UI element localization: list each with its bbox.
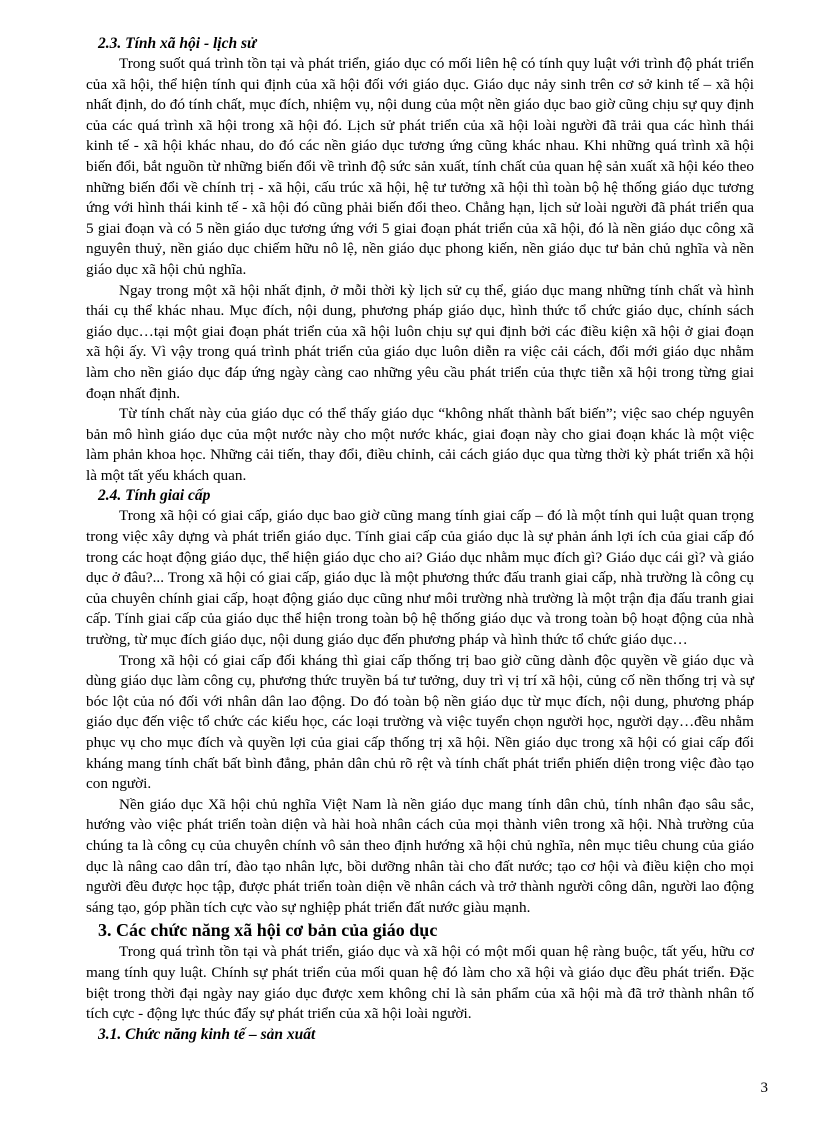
paragraph: Trong xã hội có giai cấp, giáo dục bao giờ cũng mang tính giai cấp – đó là một tính qui luật quan trọng trong việc xây dựng và phát triển giáo dục. Tính giai cấp của giáo dục là sự phản ánh lợi ích của giai cấp đó trong các hoạt động giáo dục, thể hiện giáo dục cho ai? Giáo dục nhằm mục đích gì? Giáo dục cái gì? và giáo dục ở đâu?... Trong xã hội có giai cấp, giáo dục là một phương thức đấu tranh giai cấp, nhà trường là công cụ của chuyên chính giai cấp, hoạt động giáo dục cũng như môi trường nhà trường là một trận địa đấu tranh giai cấp. Tính giai cấp của giáo dục thể hiện trong toàn bộ hệ thống giáo dục và trong toàn bộ hoạt động của nhà trường, từ mục đích giáo dục, nội dung giáo dục đến phương pháp và hình thức tổ chức giáo dục… [86, 507, 754, 649]
paragraph: Trong quá trình tồn tại và phát triển, giáo dục và xã hội có một mối quan hệ ràng buộc, tất yếu, hữu cơ mang tính quy luật. Chính sự phát triển của mối quan hệ đó làm cho xã hội và giáo dục đều phát triển. Đặc biệt trong thời đại ngày nay giáo dục được xem không chỉ là sản phẩm của xã hội mà đã trở thành nhân tố tích cực - động lực thúc đẩy sự phát triển của xã hội loài người. [86, 943, 754, 1023]
section-heading-2-4: 2.4. Tính giai cấp [98, 487, 211, 505]
paragraph: Từ tính chất này của giáo dục có thể thấy giáo dục “không nhất thành bất biến”; việc sao chép nguyên bản mô hình giáo dục của một nước này cho một nước khác, giai đoạn này cho giai đoạn khác là một việc làm phản khoa học. Những cải tiến, thay đổi, điều chỉnh, cải cách giáo dục qua từng thời kỳ phát triển xã hội là một tất yếu khách quan. [86, 405, 754, 484]
paragraph: Ngay trong một xã hội nhất định, ở mỗi thời kỳ lịch sử cụ thể, giáo dục mang những tính chất và hình thái cụ thể khác nhau. Mục đích, nội dung, phương pháp giáo dục, hình thức tổ chức giáo dục, chính sách giáo dục…tại một giai đoạn phát triển của xã hội luôn chịu sự qui định bởi các điều kiện xã hội ở giai đoạn xã hội ấy. Vì vậy trong quá trình phát triển của giáo dục luôn diễn ra việc cải cách, đổi mới giáo dục nhằm làm cho nền giáo dục đáp ứng ngày càng cao những yêu cầu phát triển của thực tiễn xã hội trong từng giai đoạn nhất định. [86, 281, 754, 402]
section-heading-3: 3. Các chức năng xã hội cơ bản của giáo dục [98, 920, 438, 941]
section-heading-2-3: 2.3. Tính xã hội - lịch sử [98, 35, 257, 52]
paragraph: Trong xã hội có giai cấp đối kháng thì giai cấp thống trị bao giờ cũng dành độc quyền về giáo dục và dùng giáo dục làm công cụ, phương thức truyền bá tư tưởng, duy trì vị trí xã hội, củng cố nền thống trị và sự bóc lột của nó đối với nhân dân lao động. Do đó toàn bộ nền giáo dục từ mục đích, nội dung, phương pháp giáo dục đến việc tổ chức các kiểu học, các loại trường và việc tuyển chọn người học, người dạy…đều nhằm phục vụ cho mục đích và quyền lợi của giai cấp thống trị xã hội. Nền giáo dục trong xã hội có giai cấp đối kháng mang tính chất bất bình đẳng, phản dân chủ rõ rệt và tính chất phát triển phiến diện trong việc đào tạo con người. [86, 651, 754, 793]
page-number: 3 [760, 1080, 768, 1096]
section-heading-3-1: 3.1. Chức năng kinh tế – sản xuất [98, 1025, 316, 1043]
paragraph: Nền giáo dục Xã hội chủ nghĩa Việt Nam là nền giáo dục mang tính dân chủ, tính nhân đạo sâu sắc, hướng vào việc phát triển toàn diện và hài hoà nhân cách của mọi thành viên trong xã hội. Nhà trường của chúng ta là công cụ của chuyên chính vô sản theo định hướng xã hội chủ nghĩa, nên mục tiêu chung của giáo dục là nâng cao dân trí, đào tạo nhân lực, bồi dưỡng nhân tài cho đất nước; tạo cơ hội và điều kiện cho mọi người đều được học tập, được phát triển toàn diện về nhân cách và trở thành người công dân, người lao động sáng tạo, góp phần tích cực vào sự nghiệp phát triển đất nước giàu mạnh. [86, 795, 754, 916]
paragraph: Trong suốt quá trình tồn tại và phát triển, giáo dục có mối liên hệ có tính quy luật với trình độ phát triển của xã hội, thể hiện tính qui định của xã hội đối với giáo dục. Giáo dục nảy sinh trên cơ sở kinh tế – xã hội nhất định, do đó tính chất, mục đích, nhiệm vụ, nội dung của một nền giáo dục bao giờ cũng chịu sự quy định của các quá trình xã hội trong xã hội đó. Lịch sử phát triển của xã hội loài người đã trải qua các hình thái kinh tế - xã hội khác nhau, do đó các nền giáo dục tương ứng cũng khác nhau. Khi những quá trình xã hội biến đổi, bắt nguồn từ những biến đổi về trình độ sức sản xuất, tính chất của quan hệ sản xuất xã hội kéo theo những biến đổi về chính trị - xã hội, cấu trúc xã hội, hệ tư tưởng xã hội thì toàn bộ hệ thống giáo dục tương ứng với hình thái kinh tế - xã hội đó cũng phải biến đổi theo. Chẳng hạn, lịch sử loài người đã phát triển qua 5 giai đoạn và có 5 nền giáo dục tương ứng với 5 giai đoạn phát triển của xã hội, đó là nền giáo dục công xã nguyên thuỷ, nền giáo dục chiếm hữu nô lệ, nền giáo dục phong kiến, nền giáo dục tư bản chủ nghĩa và nền giáo dục xã hội chủ nghĩa. [86, 55, 754, 278]
